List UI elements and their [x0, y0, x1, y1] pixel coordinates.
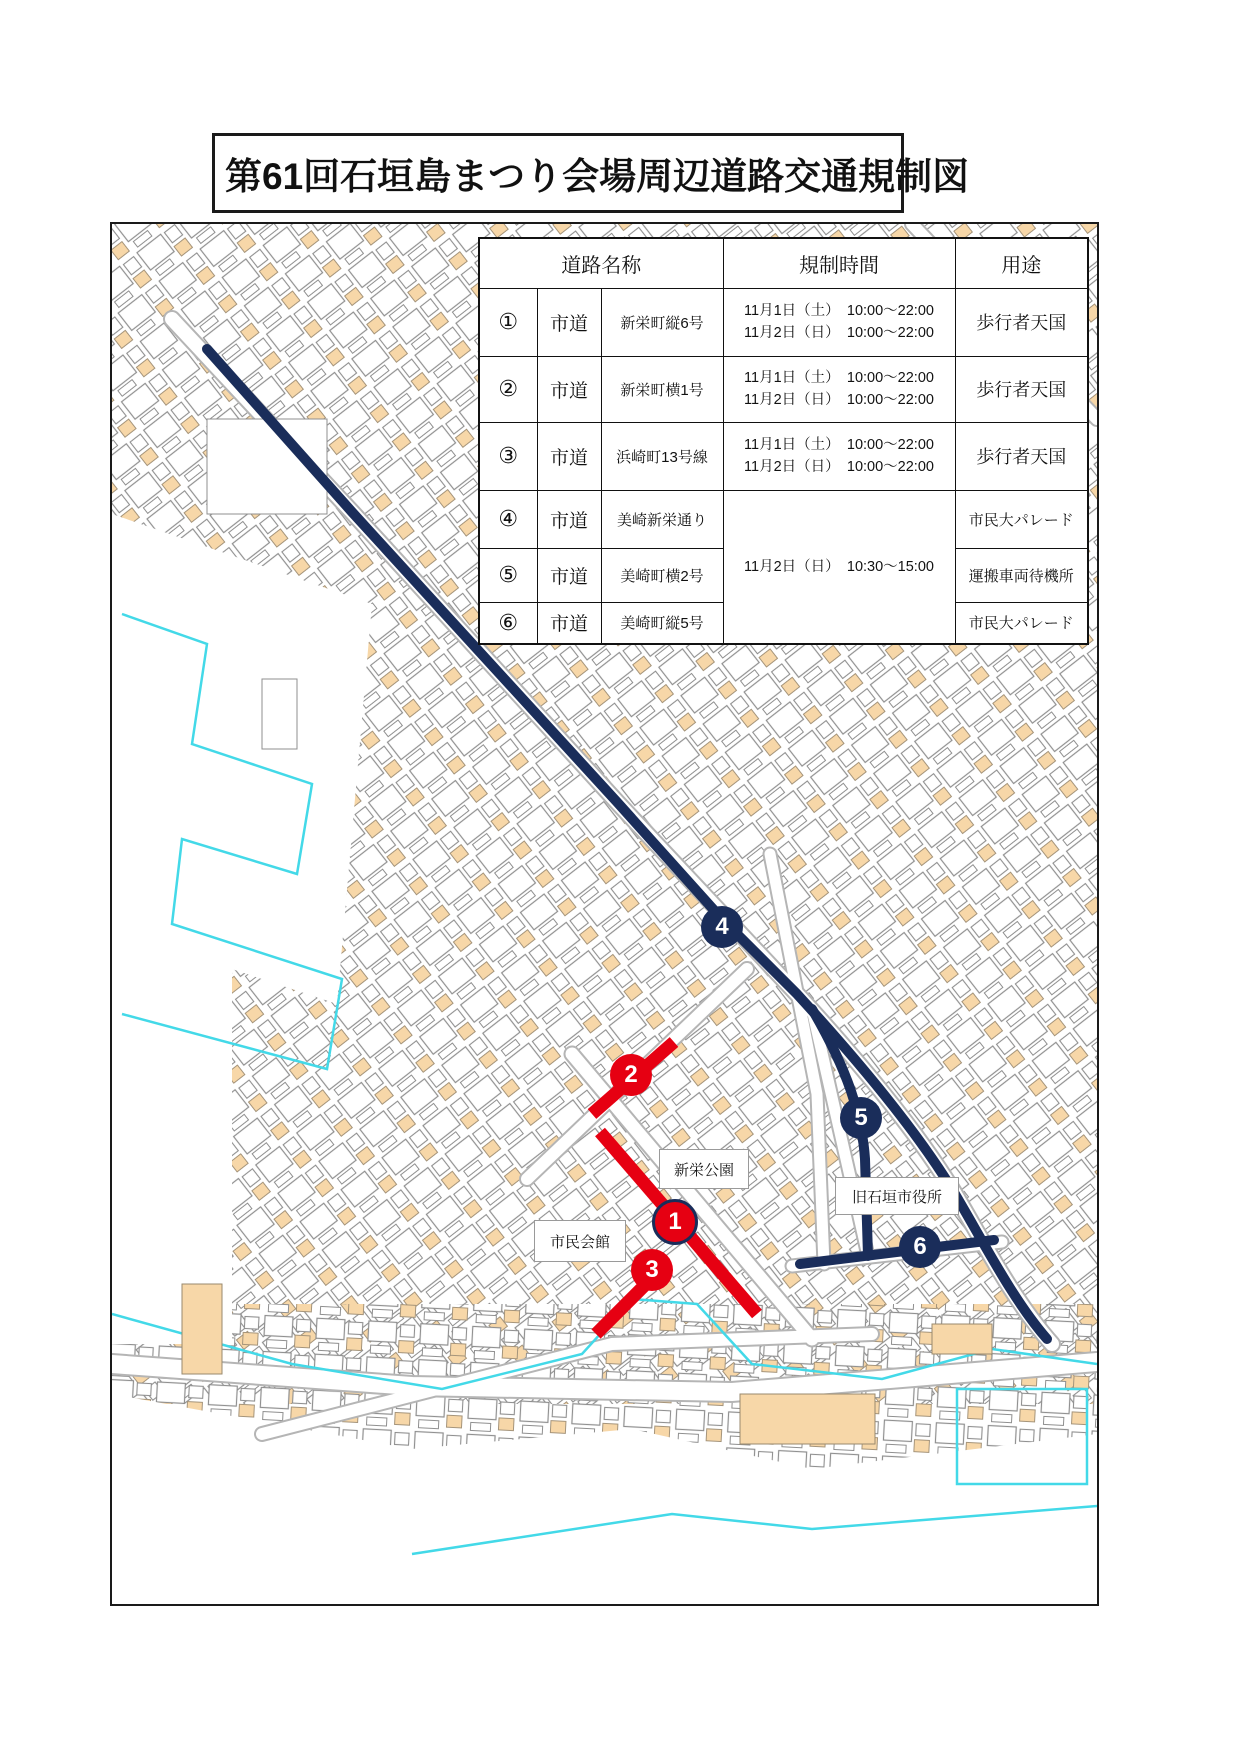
road-no-cell: ④ [479, 490, 537, 548]
road-no-cell: ① [479, 288, 537, 356]
time-cell: 11月1日（土） 10:00〜22:00 11月2日（日） 10:00〜22:00 [723, 288, 955, 356]
road-badge-4-num: 4 [715, 913, 729, 940]
table-row [479, 288, 1088, 356]
label-shinei-park-text: 新栄公園 [673, 1161, 734, 1179]
purpose-cell: 市民大パレード [955, 602, 1088, 644]
purpose-cell: 歩行者天国 [955, 356, 1088, 422]
port-strip-west [112, 924, 232, 1344]
purpose-cell: 運搬車両待機所 [955, 548, 1088, 602]
road-name-cell: 美崎町縦5号 [601, 602, 723, 644]
regulation-table [478, 237, 1089, 645]
road-no-cell: ② [479, 356, 537, 422]
header-road-name: 道路名称 [479, 238, 723, 288]
road-badge-5 [840, 1097, 882, 1139]
time-cell: 11月1日（土） 10:00〜22:00 11月2日（日） 10:00〜22:00 [723, 356, 955, 422]
road-name-cell: 新栄町縦6号 [601, 288, 723, 356]
road-name-cell: 新栄町横1号 [601, 356, 723, 422]
table-row [479, 490, 1088, 548]
header-time: 規制時間 [723, 238, 955, 288]
label-old-city-hall-text: 旧石垣市役所 [851, 1188, 942, 1206]
purpose-cell: 市民大パレード [955, 490, 1088, 548]
header-purpose: 用途 [955, 238, 1088, 288]
road-badge-1 [652, 1199, 698, 1245]
road-badge-6-num: 6 [913, 1233, 927, 1260]
road-type-cell: 市道 [537, 422, 601, 490]
label-shinei-park [659, 1149, 749, 1189]
road-badge-2 [610, 1054, 652, 1096]
table-row [479, 356, 1088, 422]
purpose-cell: 歩行者天国 [955, 422, 1088, 490]
merged-time-cell: 11月2日（日） 10:30〜15:00 [723, 490, 955, 644]
road-badge-1-num: 1 [668, 1208, 682, 1235]
road-type-cell: 市道 [537, 602, 601, 644]
road-type-cell: 市道 [537, 288, 601, 356]
road-no-cell: ③ [479, 422, 537, 490]
road-badge-2-num: 2 [624, 1061, 638, 1088]
road-no-cell: ⑤ [479, 548, 537, 602]
label-civic-hall [534, 1220, 626, 1262]
map-title: 第61回石垣島まつり会場周辺道路交通規制図 [225, 156, 970, 197]
road-name-cell: 美崎町横2号 [601, 548, 723, 602]
table-row [479, 422, 1088, 490]
road-type-cell: 市道 [537, 490, 601, 548]
road-name-cell: 美崎新栄通り [601, 490, 723, 548]
road-name-cell: 浜崎町13号線 [601, 422, 723, 490]
road-no-cell: ⑥ [479, 602, 537, 644]
purpose-cell: 歩行者天国 [955, 288, 1088, 356]
road-type-cell: 市道 [537, 356, 601, 422]
map-title-box [212, 133, 970, 213]
label-civic-hall-text: 市民会館 [549, 1233, 610, 1251]
label-old-city-hall [835, 1177, 959, 1215]
road-type-cell: 市道 [537, 548, 601, 602]
table-header-row [479, 238, 1088, 288]
road-badge-4 [701, 906, 743, 948]
road-badge-3 [631, 1249, 673, 1291]
road-badge-5-num: 5 [854, 1104, 868, 1131]
road-badge-3-num: 3 [645, 1256, 659, 1283]
road-badge-6 [899, 1226, 941, 1268]
time-cell: 11月1日（土） 10:00〜22:00 11月2日（日） 10:00〜22:00 [723, 422, 955, 490]
